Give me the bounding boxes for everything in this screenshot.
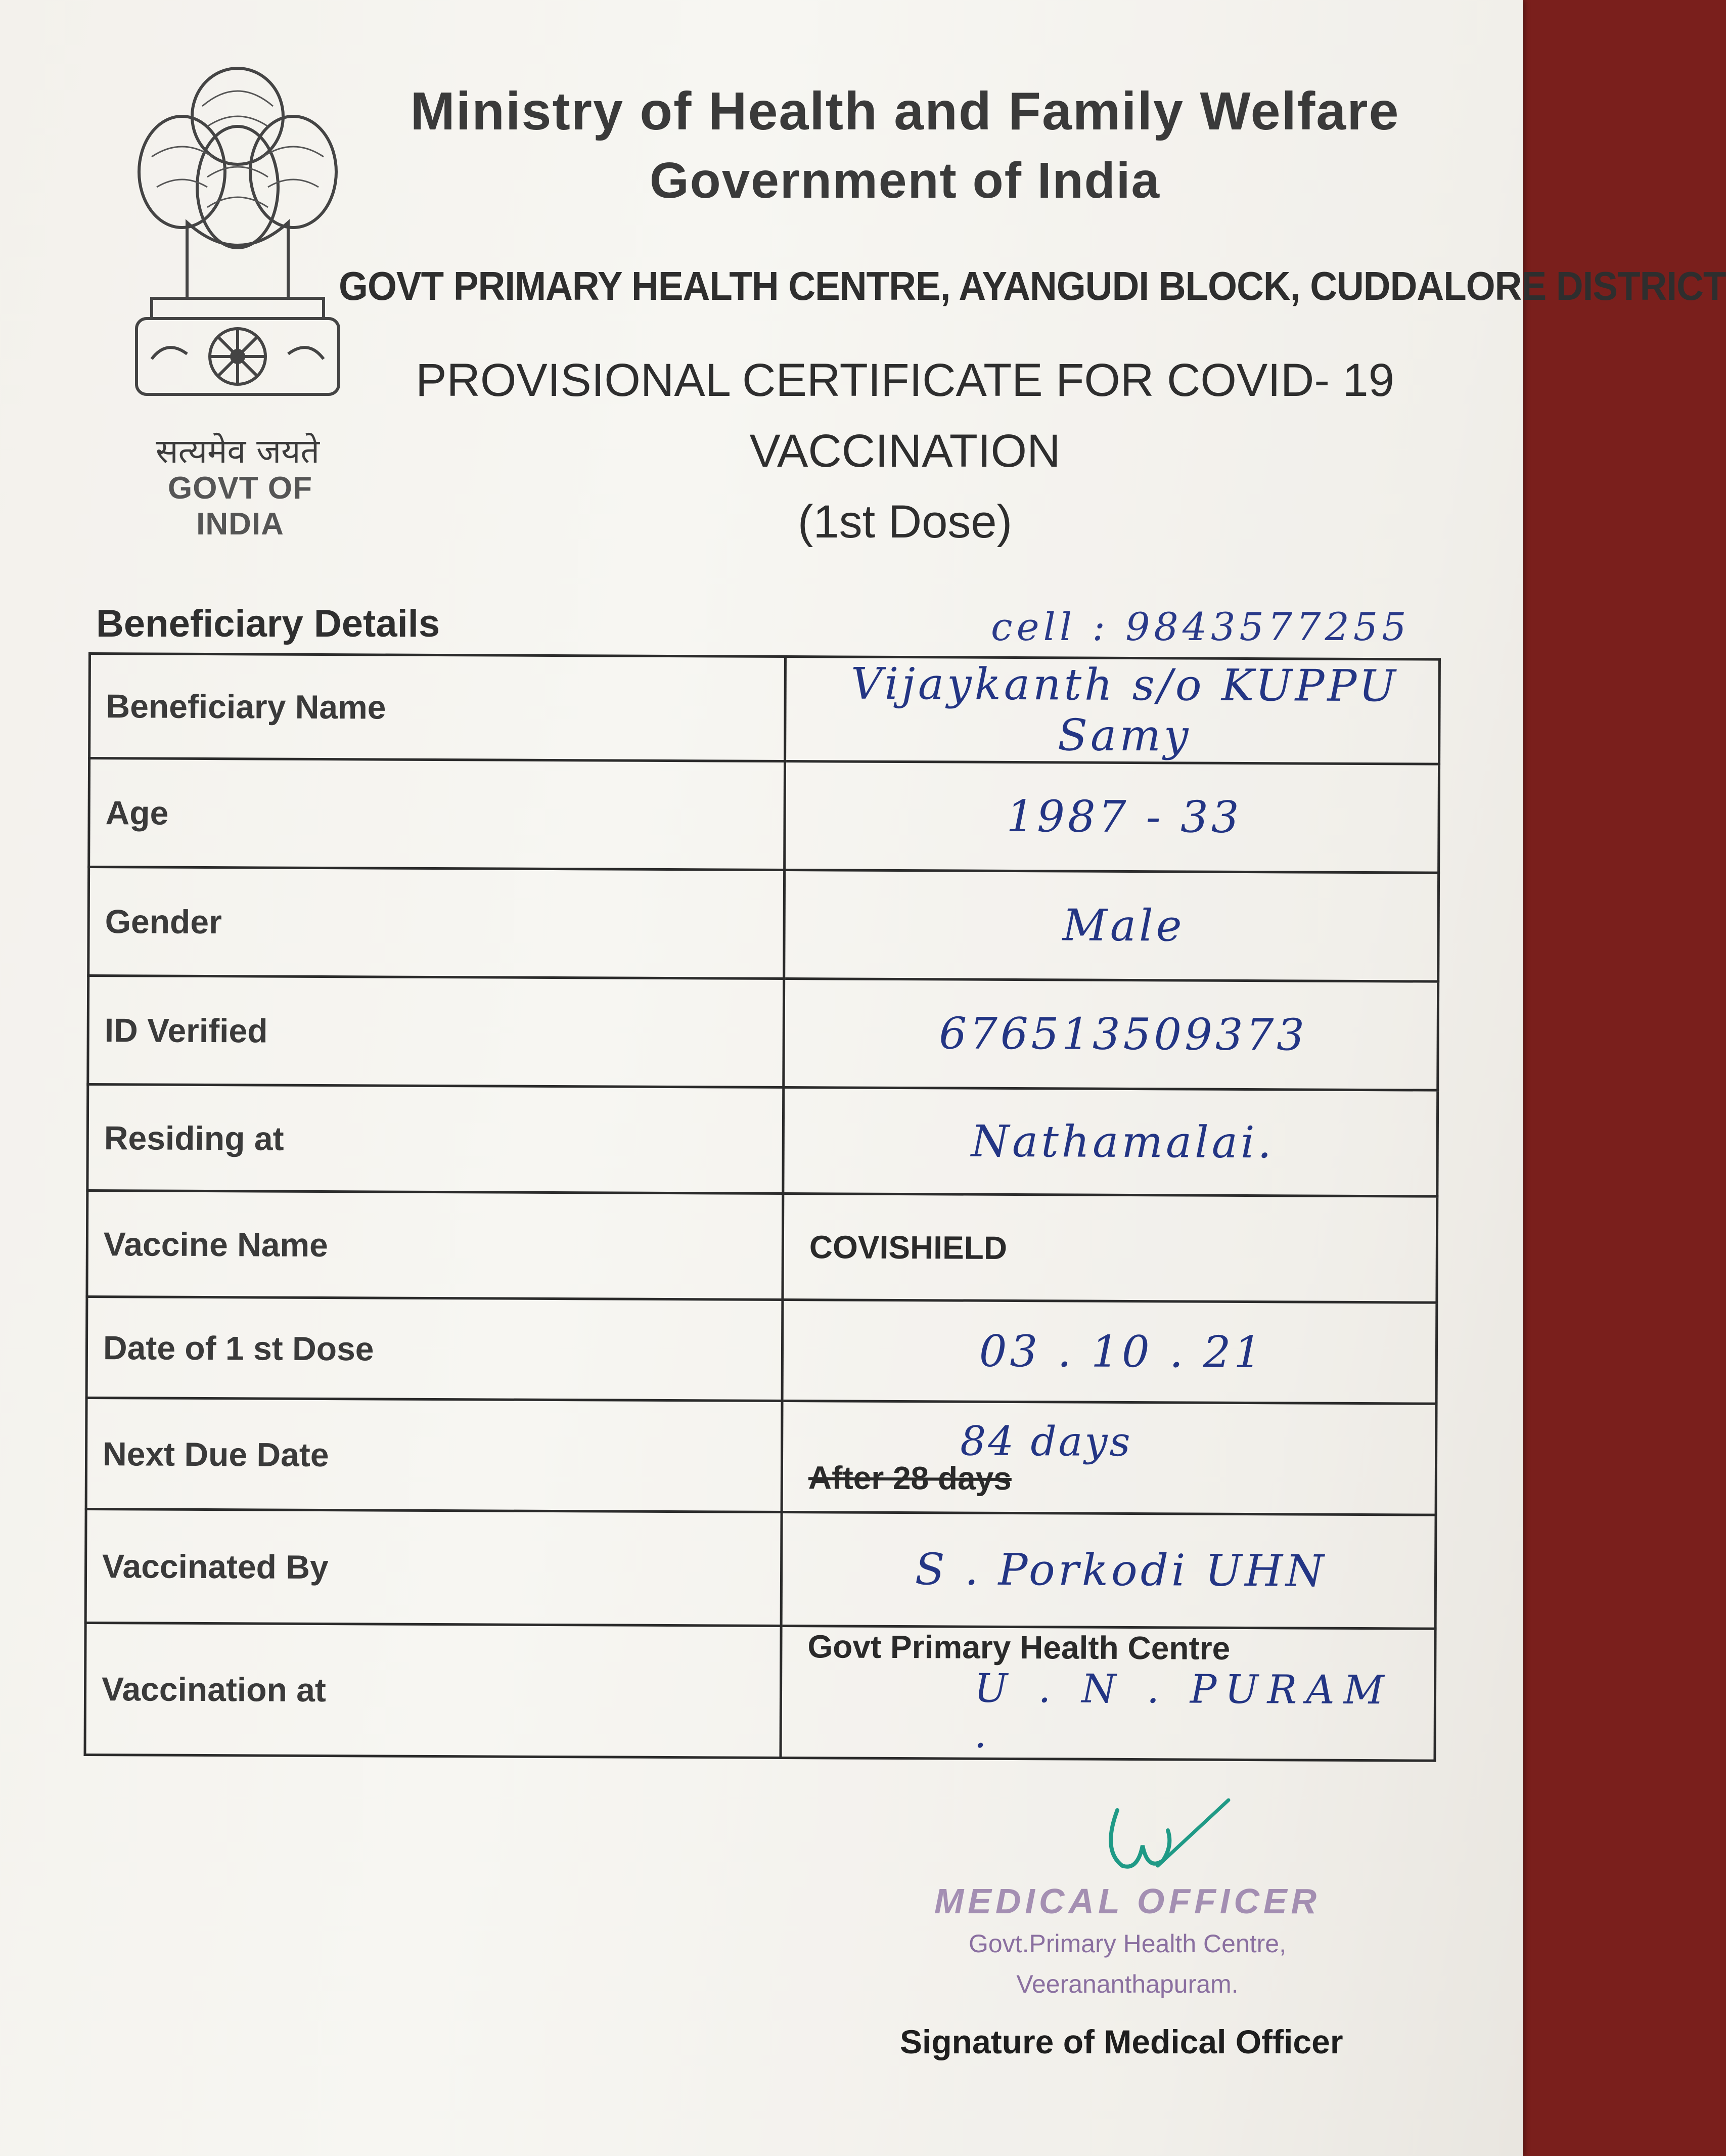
- row-value: [783, 1088, 1438, 1197]
- table-row: [86, 1296, 1437, 1404]
- handwritten-gender: Male: [1062, 900, 1185, 952]
- handwritten-name: Vijaykanth s/o KUPPU Samy: [850, 658, 1399, 761]
- beneficiary-table: [83, 652, 1440, 1762]
- table-row: [85, 1623, 1435, 1761]
- row-label: ID Verified: [88, 976, 784, 1088]
- signature-label: Signature of Medical Officer: [900, 2023, 1343, 2060]
- signature-mark: [1097, 1790, 1249, 1891]
- stamp-line2: Veerananthapuram.: [1016, 1970, 1239, 1998]
- row-value: [783, 1194, 1437, 1303]
- section-title: Beneficiary Details: [96, 602, 440, 645]
- vaccine-name: COVISHIELD: [809, 1228, 1008, 1266]
- row-label: Beneficiary Name: [89, 654, 786, 761]
- ashoka-emblem-icon: [121, 56, 354, 420]
- handwritten-id: 676513509373: [939, 1008, 1308, 1061]
- row-label: Residing at: [87, 1085, 784, 1194]
- government-heading: Government of India: [649, 152, 1161, 209]
- row-label: Next Due Date: [86, 1398, 782, 1512]
- row-value: [784, 979, 1438, 1091]
- row-value: [781, 1512, 1436, 1629]
- row-label: Vaccination at: [85, 1623, 781, 1758]
- printed-due-date: After 28 days: [808, 1459, 1012, 1497]
- emblem-label: GOVT OF INDIA: [168, 471, 312, 542]
- handwritten-due-date: 84 days: [960, 1417, 1132, 1466]
- certificate-title: PROVISIONAL CERTIFICATE FOR COVID- 19: [416, 354, 1394, 406]
- handwritten-cell-number: cell : 9843577255: [991, 604, 1411, 649]
- dose-label: (1st Dose): [797, 496, 1013, 548]
- handwritten-vaccinator: S . Porkodi UHN: [915, 1544, 1327, 1597]
- table-row: [85, 1509, 1436, 1629]
- handwritten-dose-date: 03 . 10 . 21: [979, 1326, 1265, 1378]
- row-value: [782, 1300, 1437, 1404]
- handwritten-age: 1987 - 33: [1006, 791, 1242, 843]
- row-label: Date of 1 st Dose: [86, 1296, 783, 1401]
- printed-vaccination-site: Govt Primary Health Centre: [807, 1628, 1231, 1667]
- handwritten-vaccination-site: U . N . PURAM .: [974, 1666, 1393, 1757]
- table-row: [88, 867, 1439, 982]
- table-row: [89, 654, 1440, 765]
- table-row: [87, 1191, 1437, 1303]
- ministry-heading: Ministry of Health and Family Welfare: [410, 81, 1400, 141]
- row-value: [781, 1626, 1435, 1761]
- row-value: [785, 657, 1440, 765]
- row-label: Gender: [88, 867, 785, 979]
- handwritten-residence: Nathamalai.: [971, 1116, 1275, 1168]
- table-row: [88, 976, 1438, 1091]
- emblem-motto-hindi: सत्यमेव जयते: [155, 432, 320, 471]
- table-row: [87, 1085, 1438, 1197]
- table-row: [89, 758, 1439, 873]
- row-label: Age: [89, 758, 785, 870]
- stamp-line1: Govt.Primary Health Centre,: [969, 1929, 1286, 1958]
- row-value: [785, 761, 1439, 873]
- row-label: Vaccine Name: [87, 1191, 783, 1300]
- row-value: [784, 870, 1439, 982]
- centre-heading: GOVT PRIMARY HEALTH CENTRE, AYANGUDI BLOCK, CUDDALORE DISTRICT: [339, 263, 1726, 308]
- stamp-title: MEDICAL OFFICER: [934, 1881, 1321, 1921]
- certificate-title-line2: VACCINATION: [749, 425, 1061, 477]
- table-row: [86, 1398, 1436, 1515]
- row-value: [782, 1401, 1436, 1515]
- row-label: Vaccinated By: [85, 1509, 782, 1626]
